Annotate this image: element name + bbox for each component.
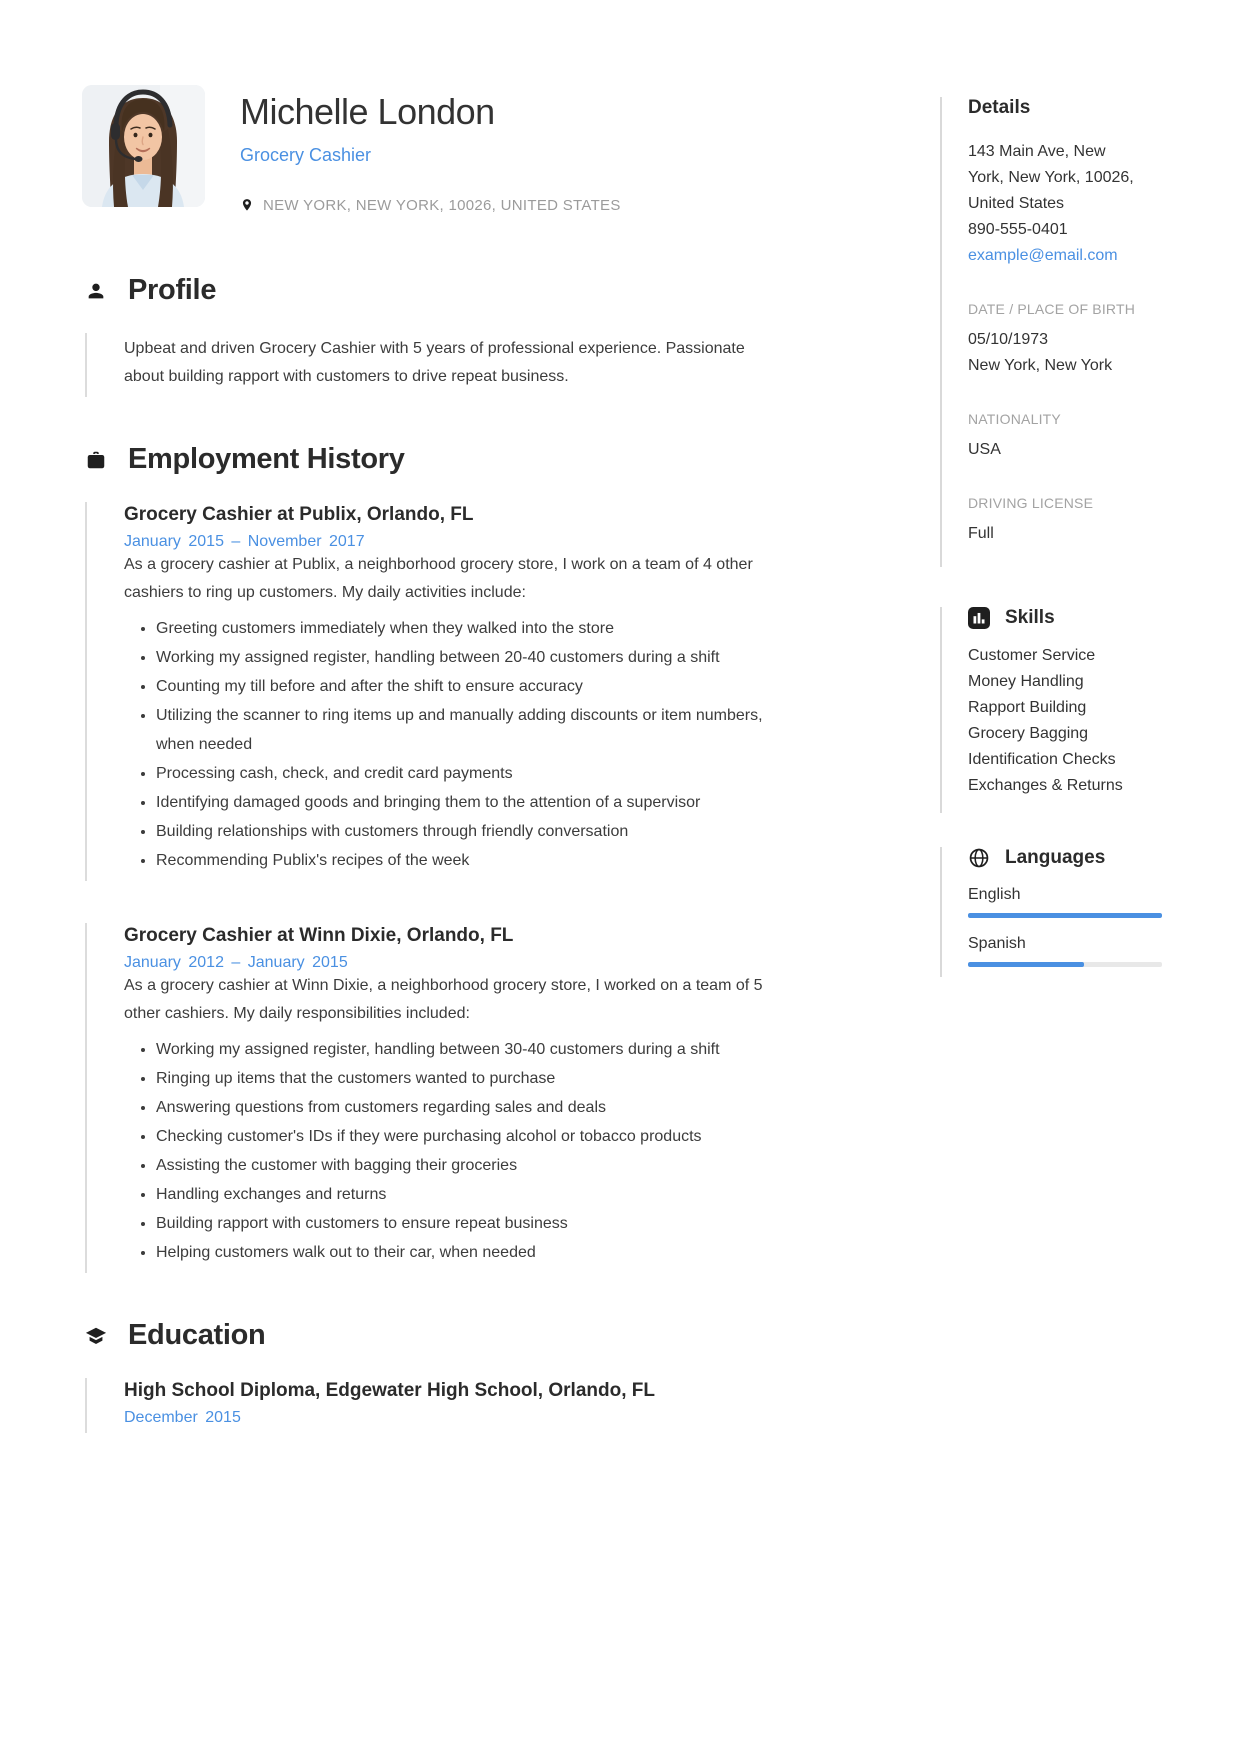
education-heading: Education bbox=[128, 1319, 266, 1351]
skills-block bbox=[940, 607, 1162, 813]
language-level-bar bbox=[968, 962, 1162, 967]
details-block bbox=[940, 97, 1162, 567]
job-dates: January 2012 – January 2015 bbox=[124, 954, 348, 971]
job-title: Grocery Cashier at Publix, Orlando, FL bbox=[124, 504, 474, 525]
skill-list bbox=[968, 643, 1162, 799]
dob-date: 05/10/1973 bbox=[968, 331, 1049, 348]
bullet-item: • Recommending Publix's recipes of the week bbox=[156, 846, 764, 875]
profile-entry bbox=[85, 333, 800, 397]
job-bullet-list bbox=[124, 614, 764, 875]
graduation-cap-icon bbox=[85, 1325, 107, 1347]
briefcase-icon bbox=[85, 449, 107, 471]
bullet-item: • Working my assigned register, handling between 20-40 customers during a shift bbox=[156, 643, 764, 672]
bullet-item: • Ringing up items that the customers wanted to purchase bbox=[156, 1064, 764, 1093]
bullet-item: • Answering questions from customers regarding sales and deals bbox=[156, 1093, 764, 1122]
address-line: United States bbox=[968, 195, 1065, 212]
candidate-job-title: Grocery Cashier bbox=[240, 145, 372, 165]
driving-license-value: Full bbox=[968, 525, 994, 542]
bar-chart-icon bbox=[968, 607, 990, 629]
phone-number: 890-555-0401 bbox=[968, 221, 1068, 238]
job-summary: As a grocery cashier at Publix, a neighborhood grocery store, I work on a team of 4 other cashiers to ring up customers. My daily activities include: bbox=[124, 556, 753, 601]
header-text bbox=[240, 85, 621, 214]
bullet-item: • Processing cash, check, and credit card payments bbox=[156, 759, 764, 788]
languages-heading-row bbox=[968, 847, 1162, 869]
employment-section-heading bbox=[82, 443, 800, 476]
languages-block bbox=[940, 847, 1162, 977]
profile-photo bbox=[82, 85, 205, 207]
language-level-fill bbox=[968, 913, 1162, 918]
candidate-name: Michelle London bbox=[240, 91, 495, 132]
education-section-heading bbox=[82, 1319, 800, 1352]
skill-item: Customer Service bbox=[968, 647, 1096, 664]
woman-with-headset-illustration bbox=[82, 85, 205, 207]
address-line: 143 Main Ave, New bbox=[968, 143, 1106, 160]
profile-section bbox=[82, 274, 800, 397]
language-name: English bbox=[968, 886, 1021, 903]
skills-heading-row bbox=[968, 607, 1162, 629]
main-column bbox=[82, 85, 800, 1433]
job-dates: January 2015 – November 2017 bbox=[124, 533, 365, 550]
email-link[interactable]: example@email.com bbox=[968, 247, 1118, 264]
sidebar bbox=[940, 85, 1162, 977]
language-item bbox=[968, 935, 1162, 967]
dob-label: DATE / PLACE OF BIRTH bbox=[968, 301, 1136, 317]
language-name: Spanish bbox=[968, 935, 1026, 952]
bullet-item: • Working my assigned register, handling between 30-40 customers during a shift bbox=[156, 1035, 764, 1064]
address-line: York, New York, 10026, bbox=[968, 169, 1134, 186]
globe-icon bbox=[968, 847, 990, 869]
location-text: NEW YORK, NEW YORK, 10026, UNITED STATES bbox=[263, 196, 621, 214]
bullet-item: • Counting my till before and after the shift to ensure accuracy bbox=[156, 672, 764, 701]
job-entry-winn-dixie bbox=[85, 923, 800, 1273]
profile-text: Upbeat and driven Grocery Cashier with 5 years of professional experience. Passionate about building rapport with customers to drive repeat business. bbox=[124, 340, 745, 385]
employment-heading: Employment History bbox=[128, 443, 405, 475]
language-level-bar bbox=[968, 913, 1162, 918]
skill-item: Exchanges & Returns bbox=[968, 777, 1123, 794]
driving-license-label: DRIVING LICENSE bbox=[968, 495, 1094, 511]
job-entry-publix bbox=[85, 502, 800, 881]
skills-heading: Skills bbox=[1005, 607, 1055, 628]
job-summary: As a grocery cashier at Winn Dixie, a neighborhood grocery store, I worked on a team of 5 other cashiers. My daily responsibilities included: bbox=[124, 977, 763, 1022]
skill-item: Money Handling bbox=[968, 673, 1084, 690]
education-title: High School Diploma, Edgewater High School, Orlando, FL bbox=[124, 1380, 655, 1401]
bullet-item: • Handling exchanges and returns bbox=[156, 1180, 764, 1209]
education-entry bbox=[85, 1378, 800, 1433]
bullet-item: • Building rapport with customers to ensure repeat business bbox=[156, 1209, 764, 1238]
profile-heading: Profile bbox=[128, 274, 217, 306]
languages-heading: Languages bbox=[1005, 847, 1106, 868]
language-item bbox=[968, 886, 1162, 918]
skill-item: Rapport Building bbox=[968, 699, 1087, 716]
language-level-fill bbox=[968, 962, 1084, 967]
bullet-item: • Utilizing the scanner to ring items up and manually adding discounts or item numbers, when needed bbox=[156, 701, 764, 759]
skill-item: Grocery Bagging bbox=[968, 725, 1089, 742]
job-bullet-list bbox=[124, 1035, 764, 1267]
bullet-item: • Greeting customers immediately when they walked into the store bbox=[156, 614, 764, 643]
person-icon bbox=[85, 280, 107, 302]
location-row bbox=[240, 196, 621, 214]
bullet-item: • Checking customer's IDs if they were purchasing alcohol or tobacco products bbox=[156, 1122, 764, 1151]
education-section bbox=[82, 1319, 800, 1433]
job-title: Grocery Cashier at Winn Dixie, Orlando, FL bbox=[124, 925, 514, 946]
resume-header bbox=[82, 85, 800, 214]
bullet-item: • Identifying damaged goods and bringing them to the attention of a supervisor bbox=[156, 788, 764, 817]
education-dates: December 2015 bbox=[124, 1409, 241, 1426]
employment-section bbox=[82, 443, 800, 1273]
nationality-label: NATIONALITY bbox=[968, 411, 1061, 427]
location-pin-icon bbox=[240, 196, 254, 214]
nationality-value: USA bbox=[968, 441, 1001, 458]
bullet-item: • Assisting the customer with bagging their groceries bbox=[156, 1151, 764, 1180]
details-heading: Details bbox=[968, 97, 1031, 118]
dob-place: New York, New York bbox=[968, 357, 1113, 374]
skill-item: Identification Checks bbox=[968, 751, 1116, 768]
bullet-item: • Helping customers walk out to their car, when needed bbox=[156, 1238, 764, 1267]
profile-section-heading bbox=[82, 274, 800, 307]
bullet-item: • Building relationships with customers through friendly conversation bbox=[156, 817, 764, 846]
